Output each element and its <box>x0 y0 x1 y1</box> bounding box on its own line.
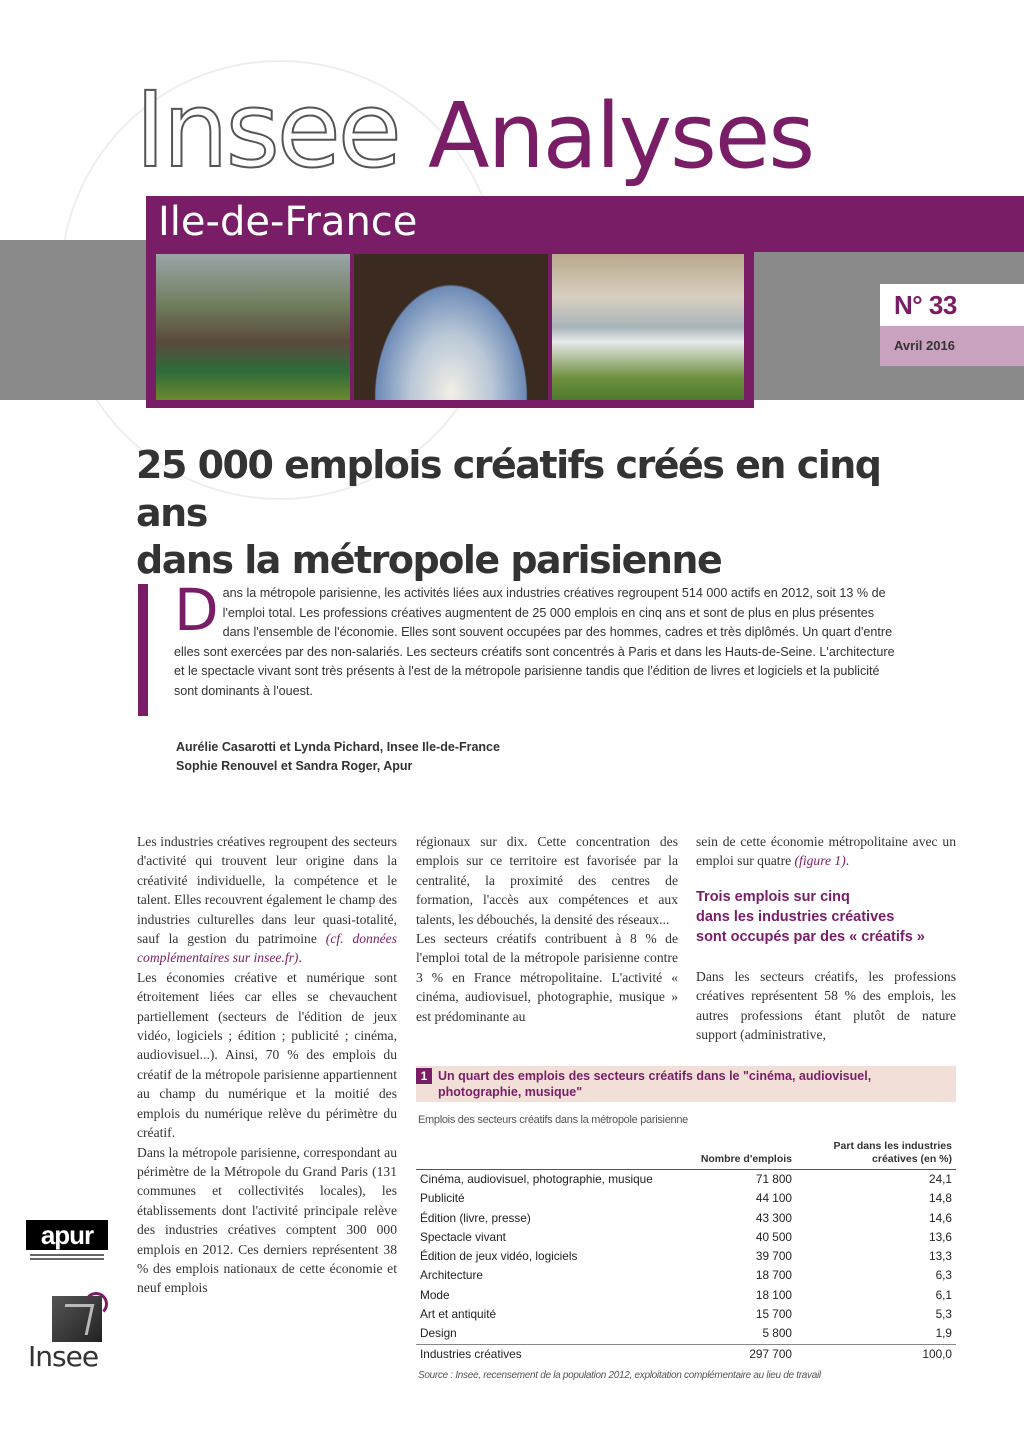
table-cell-emplois: 44 100 <box>755 1191 792 1206</box>
authors-line-2: Sophie Renouvel et Sandra Roger, Apur <box>176 759 413 773</box>
abstract-bar <box>138 584 148 716</box>
body-column-3 <box>696 832 956 1044</box>
table-row <box>416 1286 956 1305</box>
table-cell-part: 1,9 <box>935 1326 952 1341</box>
table-cell-part: 14,6 <box>929 1210 952 1225</box>
insee-emblem-icon <box>52 1296 102 1342</box>
table-header-row <box>416 1138 956 1170</box>
table-cell-sector: Édition (livre, presse) <box>420 1210 531 1225</box>
body-column-1 <box>137 832 397 1298</box>
apur-logo: apur <box>26 1220 108 1250</box>
table-cell-sector: Spectacle vivant <box>420 1229 506 1244</box>
table-cell-emplois: 71 800 <box>755 1172 792 1186</box>
abstract-dropcap: D <box>174 576 219 644</box>
column-header-part: Part dans les industries créatives (en %) <box>796 1138 956 1170</box>
table-cell-emplois: 43 300 <box>755 1210 792 1225</box>
table-cell-sector: Édition de jeux vidéo, logiciels <box>420 1249 578 1264</box>
table-row <box>416 1247 956 1266</box>
table-row <box>416 1344 956 1364</box>
authors <box>176 738 500 776</box>
paragraph: Les industries créatives regroupent des secteurs d'activité qui trouvent leur origine dans la créativité individuelle, la compétence et le talent. Elles recouvrent également le champ des industries culturelles dans leur quasi-totalité, sauf la gestion du patrimoine (cf. données complémentaires sur insee.fr). <box>137 834 397 966</box>
table-cell-sector: Design <box>420 1326 457 1341</box>
table-cell-emplois: 40 500 <box>755 1229 792 1244</box>
table-row <box>416 1305 956 1324</box>
brand-analyses: Analyses <box>428 84 814 189</box>
figure-reference-link[interactable]: (figure 1) <box>794 853 846 869</box>
title-line-2: dans la métropole parisienne <box>136 538 722 582</box>
body-column-2 <box>416 832 678 1026</box>
table-cell-emplois: 5 800 <box>762 1326 792 1341</box>
table-cell-emplois: 15 700 <box>755 1307 792 1322</box>
issue-date: Avril 2016 <box>894 338 955 353</box>
reference-link[interactable]: (cf. données complémentaires sur insee.fr) <box>137 931 397 966</box>
table-cell-sector: Industries créatives <box>416 1344 676 1364</box>
table-row <box>416 1209 956 1228</box>
title-line-1: 25 000 emplois créatifs créés en cinq ans <box>136 443 881 535</box>
region-label: Ile-de-France <box>158 199 418 245</box>
tramway-photo <box>552 254 744 400</box>
eiffel-tower-photo <box>354 254 548 400</box>
page-title <box>136 442 936 585</box>
abstract <box>174 576 902 701</box>
table-cell-emplois: 18 700 <box>755 1268 792 1283</box>
table-cell-sector: Art et antiquité <box>420 1307 497 1322</box>
paragraph: régionaux sur dix. Cette concentration des emplois sur ce territoire est favorisée par la centralité, la proximité des centres de formation, l'accès aux compétences et aux talents, les débouchés, la densité des réseaux... <box>416 834 678 927</box>
table-row <box>416 1189 956 1208</box>
paragraph: sein de cette économie métropolitaine avec un emploi sur quatre (figure 1). <box>696 834 956 869</box>
table-cell-part: 13,3 <box>929 1249 952 1264</box>
figure-table <box>416 1138 956 1364</box>
brand-insee: Insee <box>135 69 399 191</box>
table-cell-part: 100,0 <box>796 1344 956 1364</box>
table-row <box>416 1170 956 1190</box>
figure-source: Source : Insee, recensement de la population 2012, exploitation complémentaire au lieu de travail <box>418 1370 821 1381</box>
table-cell-sector: Mode <box>420 1287 450 1302</box>
issue-number: N° 33 <box>894 290 957 320</box>
apur-tagline <box>26 1252 108 1264</box>
figure-subtitle: Emplois des secteurs créatifs dans la métropole parisienne <box>418 1114 688 1126</box>
section-subhead: Trois emplois sur cinq dans les industries créatives sont occupés par des « créatifs » <box>696 888 925 945</box>
abstract-text: ans la métropole parisienne, les activités liées aux industries créatives regroupent 514 000 actifs en 2012, soit 13 % de l'emploi total. Les professions créatives augmentent de 25 000 emplois en cinq ans et sont de plus en plus présentes dans l'ensemble de l'économie. Elles sont souvent occupées par des hommes, cadres et très diplômés. Un quart d'entre elles sont exercées par des non-salariés. Les secteurs créatifs sont concentrés à Paris et dans les Hauts-de-Seine. L'architecture et le spectacle vivant sont très présents à l'est de la métropole parisienne tandis que l'édition de livres et logiciels et la publicité sont dominants à l'ouest. <box>174 586 895 698</box>
table-row <box>416 1228 956 1247</box>
column-header-emplois: Nombre d'emplois <box>676 1138 796 1170</box>
table-cell-part: 24,1 <box>929 1172 952 1186</box>
table-cell-emplois: 297 700 <box>676 1344 796 1364</box>
table-row <box>416 1266 956 1285</box>
table-cell-part: 6,1 <box>935 1287 952 1302</box>
paragraph: Les économies créative et numérique sont étroitement liées car elles se chevauchent partiellement (secteurs de l'édition de jeux vidéo, logiciels ; édition ; publicité ; cinéma, audiovisuel...). Ainsi, 70 % des emplois du créatif de la métropole parisienne appartiennent au champ du numérique et la moitié des emplois du numérique relève du périmètre du créatif. <box>137 969 397 1141</box>
paragraph: Les secteurs créatifs contribuent à 8 % de l'emploi total de la métropole parisienne contre 3 % en France métropolitaine. L'activité « cinéma, audiovisuel, photographie, musique » est prédominante au <box>416 931 678 1024</box>
table-cell-part: 14,8 <box>929 1191 952 1206</box>
table-cell-sector: Publicité <box>420 1191 465 1206</box>
table-cell-part: 5,3 <box>935 1307 952 1322</box>
figure-title: Un quart des emplois des secteurs créatifs dans le "cinéma, audiovisuel, photographie, musique" <box>438 1069 872 1099</box>
paragraph: Dans la métropole parisienne, correspondant au périmètre de la Métropole du Grand Paris (131 communes et collectivités locales), les établissements dont l'activité principale relève des industries créatives comptent 300 000 emplois en 2012. Ces derniers représentent 38 % des emplois nationaux de cette économie et neuf emplois <box>137 1144 397 1296</box>
table-cell-part: 6,3 <box>935 1268 952 1283</box>
market-photo <box>156 254 350 400</box>
table-cell-sector: Architecture <box>420 1268 483 1283</box>
table-row <box>416 1324 956 1344</box>
authors-line-1: Aurélie Casarotti et Lynda Pichard, Insee Ile-de-France <box>176 740 500 754</box>
table-cell-sector: Cinéma, audiovisuel, photographie, musique <box>420 1172 653 1186</box>
paragraph: Dans les secteurs créatifs, les professions créatives représentent 58 % des emplois, les autres professions étant plutôt de nature support (administrative, <box>696 968 956 1043</box>
insee-logo: Insee <box>28 1340 99 1373</box>
table-cell-emplois: 18 100 <box>755 1287 792 1302</box>
table-cell-emplois: 39 700 <box>755 1249 792 1264</box>
table-cell-part: 13,6 <box>929 1229 952 1244</box>
figure-number: 1 <box>416 1068 432 1084</box>
column-header <box>416 1138 676 1170</box>
